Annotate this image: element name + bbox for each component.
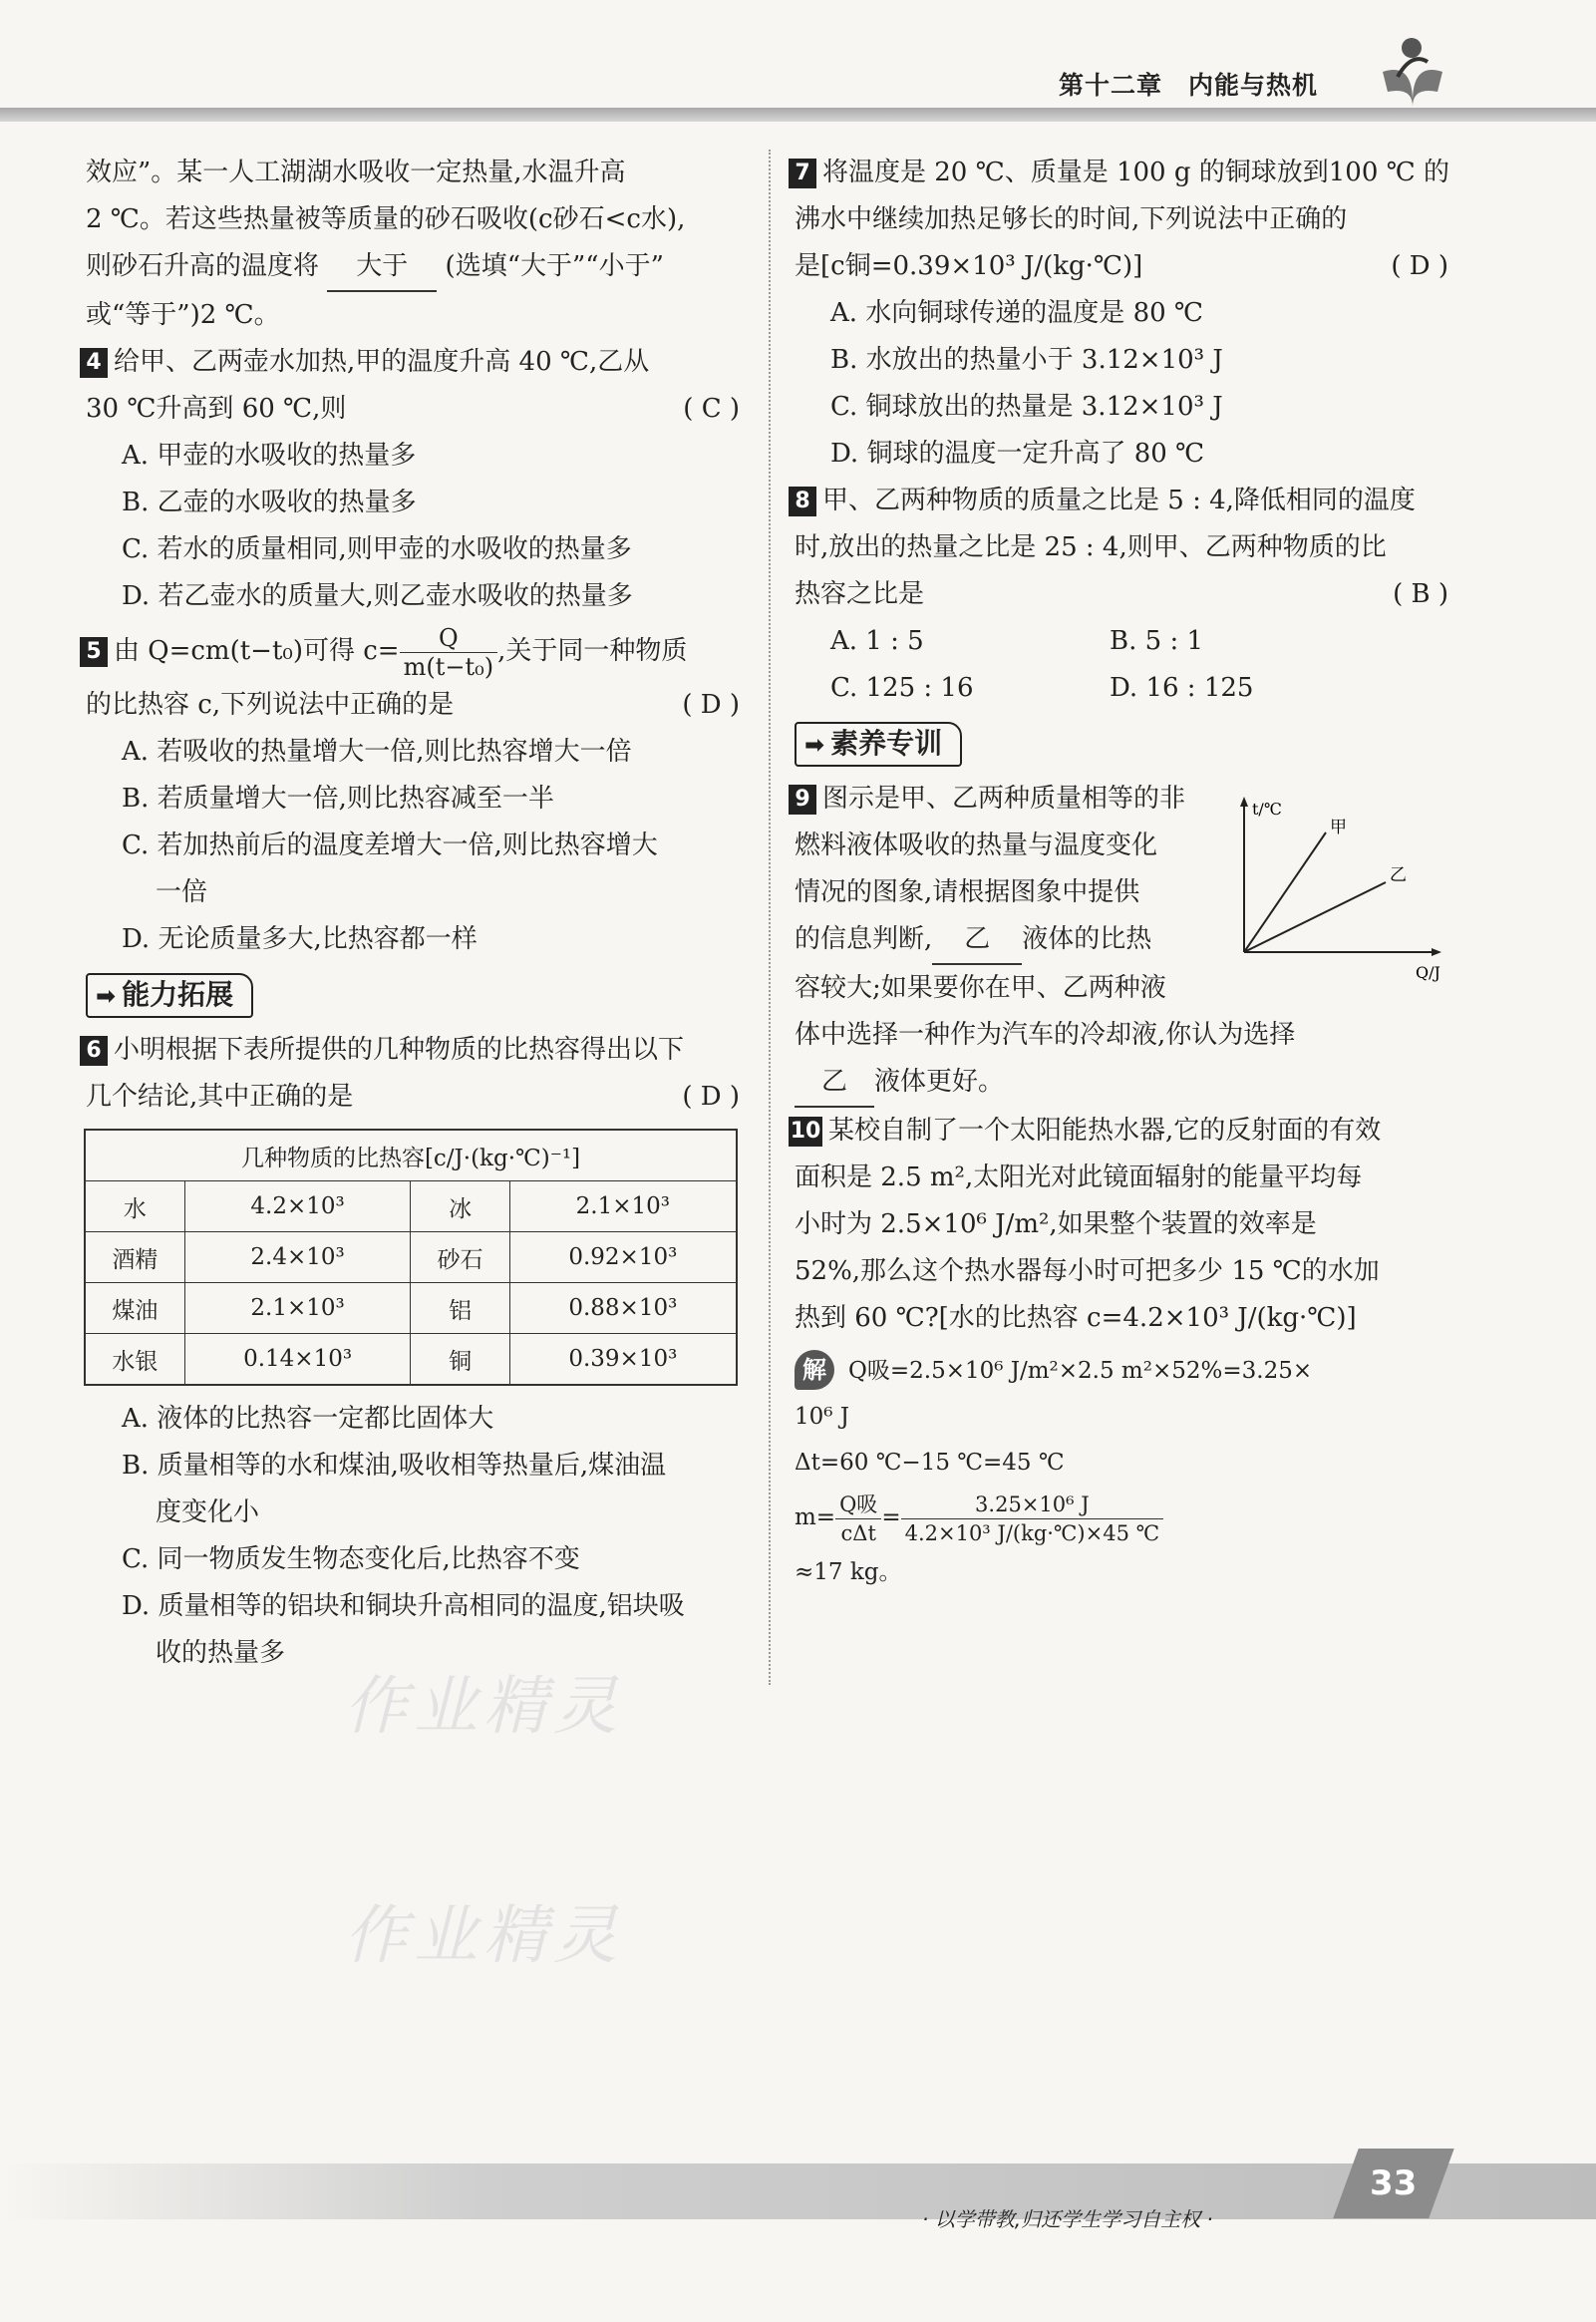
solution-fraction bbox=[901, 1491, 1164, 1547]
frac-den: cΔt bbox=[840, 1520, 876, 1545]
solution-line: ≈17 kg。 bbox=[795, 1559, 902, 1585]
chapter-title: 第十二章 内能与热机 bbox=[1059, 71, 1319, 100]
q5-stem bbox=[80, 620, 744, 682]
q6-number: 6 bbox=[80, 1036, 108, 1066]
q6-text: 几个结论,其中正确的是 bbox=[86, 1082, 354, 1112]
intro-blank: 大于 bbox=[327, 243, 437, 292]
intro-line: 效应”。某一人工湖湖水吸收一定热量,水温升高 bbox=[86, 158, 626, 187]
q5-fraction bbox=[400, 624, 498, 681]
table-title: 几种物质的比热容[c/J·(kg·℃)⁻¹] bbox=[85, 1130, 737, 1181]
q9-text: 液体的比热 bbox=[1022, 924, 1152, 954]
q7-stem: 沸水中继续加热足够长的时间,下列说法中正确的 bbox=[795, 204, 1348, 234]
q6-option: A. 液体的比热容一定都比固体大 bbox=[122, 1404, 494, 1434]
watermark: 作业精灵 bbox=[344, 1899, 623, 1973]
q7-text: 是[c铜=0.39×10³ J/(kg·℃)] bbox=[795, 251, 1143, 281]
q8-answer: ( B ) bbox=[1393, 579, 1448, 609]
q9-line bbox=[795, 1059, 1452, 1108]
q9-text: 图示是甲、乙两种质量相等的非 bbox=[822, 784, 1186, 814]
q8-stem: 时,放出的热量之比是 25 : 4,则甲、乙两种物质的比 bbox=[795, 532, 1387, 562]
table-row bbox=[85, 1181, 737, 1232]
section-tag bbox=[795, 722, 962, 767]
table-cell: 砂石 bbox=[411, 1232, 509, 1283]
q10-text: 某校自制了一个太阳能热水器,它的反射面的有效 bbox=[828, 1116, 1382, 1146]
table-cell: 2.1×10³ bbox=[509, 1181, 737, 1232]
q4-option: A. 甲壶的水吸收的热量多 bbox=[122, 441, 417, 471]
section-ability bbox=[86, 973, 744, 1019]
footer-motto: · 以学带教,归还学生学习自主权 · bbox=[922, 2207, 1213, 2231]
q4-stem bbox=[86, 386, 744, 433]
q9-line: 燃料液体吸收的热量与温度变化 bbox=[795, 830, 1158, 860]
solution-text: Q吸=2.5×10⁶ J/m²×2.5 m²×52%=3.25× bbox=[848, 1358, 1313, 1384]
intro-line: 或“等于”)2 ℃。 bbox=[86, 300, 280, 330]
series-line-jia bbox=[1244, 832, 1326, 952]
series-line-yi bbox=[1244, 882, 1386, 952]
q4-option: B. 乙壶的水吸收的热量多 bbox=[122, 488, 417, 517]
q9-number: 9 bbox=[789, 785, 816, 815]
q10-line: 小时为 2.5×10⁶ J/m²,如果整个装置的效率是 bbox=[795, 1209, 1317, 1239]
q10-stem bbox=[789, 1108, 1452, 1155]
table-cell: 0.88×10³ bbox=[509, 1283, 737, 1334]
q5-stem bbox=[86, 682, 744, 729]
table-cell: 冰 bbox=[411, 1181, 509, 1232]
q7-option: D. 铜球的温度一定升高了 80 ℃ bbox=[830, 439, 1205, 469]
table-cell: 煤油 bbox=[85, 1283, 184, 1334]
q7-answer: ( D ) bbox=[1391, 251, 1448, 281]
table-cell: 水 bbox=[85, 1181, 184, 1232]
section-literacy bbox=[795, 722, 1452, 768]
q7-option: A. 水向铜球传递的温度是 80 ℃ bbox=[830, 298, 1204, 328]
q4-answer: ( C ) bbox=[683, 394, 740, 424]
solution-line: Δt=60 ℃−15 ℃=45 ℃ bbox=[795, 1450, 1065, 1476]
q5-text: ,关于同一种物质 bbox=[497, 636, 688, 666]
q5-option: A. 若吸收的热量增大一倍,则比热容增大一倍 bbox=[122, 737, 632, 767]
q7-stem bbox=[789, 150, 1452, 196]
specific-heat-table bbox=[84, 1129, 738, 1386]
q7-stem bbox=[795, 243, 1452, 290]
x-axis-arrow-icon bbox=[1432, 948, 1441, 956]
section-title: 能力拓展 bbox=[122, 978, 234, 1011]
q10-number: 10 bbox=[789, 1117, 822, 1147]
q9-text: 液体更好。 bbox=[874, 1067, 1005, 1097]
table-cell: 酒精 bbox=[85, 1232, 184, 1283]
q5-answer: ( D ) bbox=[682, 690, 740, 720]
table-cell: 0.39×10³ bbox=[509, 1334, 737, 1386]
page-number-text: 33 bbox=[1370, 2163, 1418, 2203]
q7-option: B. 水放出的热量小于 3.12×10³ J bbox=[830, 345, 1223, 375]
q5-frac-den: m(t−t₀) bbox=[403, 652, 494, 681]
q6-stem bbox=[86, 1074, 744, 1121]
q6-option: 度变化小 bbox=[156, 1497, 260, 1527]
intro-text: 则砂石升高的温度将 bbox=[86, 251, 320, 281]
table-cell: 0.14×10³ bbox=[184, 1334, 411, 1386]
table-cell: 4.2×10³ bbox=[184, 1181, 411, 1232]
q9-blank-2: 乙 bbox=[795, 1059, 874, 1108]
column-divider bbox=[769, 150, 771, 1685]
q10-line: 52%,那么这个热水器每小时可把多少 15 ℃的水加 bbox=[795, 1256, 1380, 1286]
q6-option: D. 质量相等的铝块和铜块升高相同的温度,铝块吸 bbox=[122, 1591, 685, 1621]
solution-fraction bbox=[835, 1491, 881, 1547]
frac-num: 3.25×10⁶ J bbox=[901, 1491, 1164, 1519]
q4-number: 4 bbox=[80, 348, 108, 378]
solution-line: m= $\frac{\text{Q吸}}{\text{cΔt}}$ = $\frac{\text{3.25×10⁶ J}}{\text{4.2×10³ J/(kg·℃)×45 ℃}}$ bbox=[795, 1486, 1452, 1549]
series-label-yi: 乙 bbox=[1390, 865, 1407, 885]
arrow-icon: ➡ bbox=[804, 731, 825, 759]
q5-number: 5 bbox=[80, 637, 108, 667]
table-cell: 0.92×10³ bbox=[509, 1232, 737, 1283]
q7-number: 7 bbox=[789, 159, 816, 188]
q8-option: B. 5 : 1 bbox=[1110, 626, 1204, 656]
q4-option: D. 若乙壶水的质量大,则乙壶水吸收的热量多 bbox=[122, 581, 633, 611]
q9-line: 情况的图象,请根据图象中提供 bbox=[795, 877, 1140, 907]
q4-stem bbox=[80, 339, 744, 386]
q9-blank-1: 乙 bbox=[932, 916, 1022, 965]
solution-line bbox=[795, 1348, 1452, 1394]
q5-option: B. 若质量增大一倍,则比热容减至一半 bbox=[122, 784, 554, 814]
q8-stem bbox=[789, 478, 1452, 524]
q4-text: 30 ℃升高到 60 ℃,则 bbox=[86, 394, 347, 424]
q5-option: D. 无论质量多大,比热容都一样 bbox=[122, 924, 478, 954]
q6-answer: ( D ) bbox=[682, 1082, 740, 1112]
q8-text: 甲、乙两种物质的质量之比是 5 : 4,降低相同的温度 bbox=[822, 486, 1416, 515]
q5-text: 由 Q=cm(t−t₀)可得 c= bbox=[114, 636, 400, 666]
q4-text: 给甲、乙两壶水加热,甲的温度升高 40 ℃,乙从 bbox=[114, 347, 650, 377]
frac-num: Q吸 bbox=[835, 1491, 881, 1519]
solution-text: m= bbox=[795, 1504, 836, 1530]
series-label-jia: 甲 bbox=[1330, 818, 1347, 837]
q5-option: 一倍 bbox=[156, 877, 208, 907]
left-column bbox=[86, 150, 744, 1677]
q8-option: C. 125 : 16 bbox=[830, 673, 974, 703]
solution-line: 10⁶ J bbox=[795, 1404, 850, 1430]
solution-badge-icon: 解 bbox=[795, 1350, 834, 1390]
q5-frac-num: Q bbox=[400, 624, 498, 653]
q7-option: C. 铜球放出的热量是 3.12×10³ J bbox=[830, 392, 1223, 422]
q6-text: 小明根据下表所提供的几种物质的比热容得出以下 bbox=[114, 1035, 685, 1065]
q8-number: 8 bbox=[789, 487, 816, 516]
q6-stem bbox=[80, 1027, 744, 1074]
arrow-icon: ➡ bbox=[96, 982, 117, 1010]
q8-option: A. 1 : 5 bbox=[830, 626, 924, 656]
q7-text: 将温度是 20 ℃、质量是 100 g 的铜球放到100 ℃ 的 bbox=[822, 158, 1450, 187]
q10-line: 面积是 2.5 m²,太阳光对此镜面辐射的能量平均每 bbox=[795, 1162, 1363, 1192]
frac-den: 4.2×10³ J/(kg·℃)×45 ℃ bbox=[904, 1520, 1160, 1545]
table-cell: 铜 bbox=[411, 1334, 509, 1386]
q5-option: C. 若加热前后的温度差增大一倍,则比热容增大 bbox=[122, 830, 658, 860]
q9-temperature-heat-chart bbox=[1236, 793, 1455, 992]
intro-text: (选填“大于”“小于” bbox=[445, 251, 664, 281]
q6-option: B. 质量相等的水和煤油,吸收相等热量后,煤油温 bbox=[122, 1451, 667, 1481]
table-row bbox=[85, 1232, 737, 1283]
y-axis-arrow-icon bbox=[1240, 797, 1248, 807]
section-tag bbox=[86, 973, 253, 1018]
table-row bbox=[85, 1283, 737, 1334]
table-cell: 铝 bbox=[411, 1283, 509, 1334]
book-logo-icon bbox=[1378, 32, 1447, 112]
q5-text: 的比热容 c,下列说法中正确的是 bbox=[86, 690, 455, 720]
intro-line bbox=[86, 243, 744, 292]
header-rule bbox=[0, 108, 1596, 122]
q8-options-row bbox=[795, 618, 1452, 665]
q6-option: C. 同一物质发生物态变化后,比热容不变 bbox=[122, 1544, 580, 1574]
q9-text: 的信息判断, bbox=[795, 924, 933, 954]
table-cell: 2.4×10³ bbox=[184, 1232, 411, 1283]
watermark: 作业精灵 bbox=[344, 1670, 623, 1744]
q8-options-row bbox=[795, 665, 1452, 712]
q6-option: 收的热量多 bbox=[156, 1638, 286, 1668]
q8-option: D. 16 : 125 bbox=[1110, 673, 1254, 703]
q4-option: C. 若水的质量相同,则甲壶的水吸收的热量多 bbox=[122, 534, 632, 564]
section-title: 素养专训 bbox=[830, 727, 943, 760]
q8-stem bbox=[795, 571, 1452, 618]
table-row bbox=[85, 1334, 737, 1386]
y-axis-label: t/℃ bbox=[1252, 800, 1282, 819]
q10-line: 热到 60 ℃?[水的比热容 c=4.2×10³ J/(kg·℃)] bbox=[795, 1303, 1357, 1333]
table-cell: 2.1×10³ bbox=[184, 1283, 411, 1334]
table-cell: 水银 bbox=[85, 1334, 184, 1386]
intro-line: 2 ℃。若这些热量被等质量的砂石吸收(c砂石<c水), bbox=[86, 204, 686, 234]
x-axis-label: Q/J bbox=[1416, 963, 1440, 982]
q8-text: 热容之比是 bbox=[795, 579, 925, 609]
q9-line: 体中选择一种作为汽车的冷却液,你认为选择 bbox=[795, 1020, 1296, 1050]
q9-line: 容较大;如果要你在甲、乙两种液 bbox=[795, 973, 1166, 1003]
